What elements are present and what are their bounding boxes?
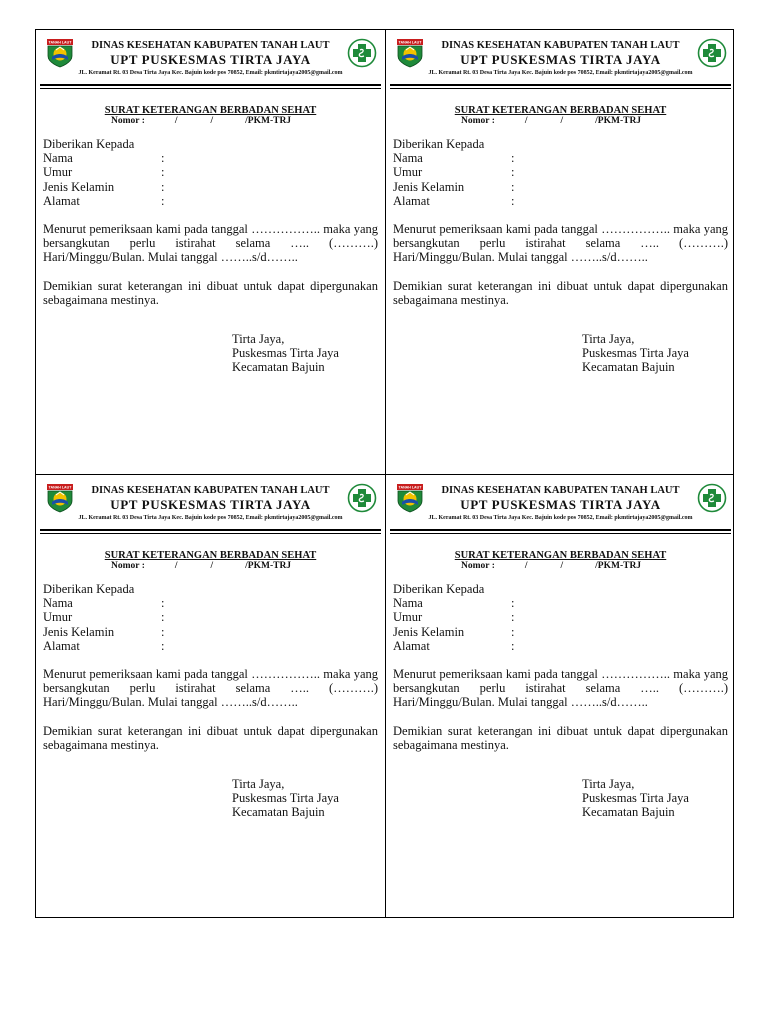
exam-paragraph: Menurut pemeriksaan kami pada tanggal …………….. maka yang bersangkutan perlu istirahat selama ….. (……….) Hari/Minggu/Bulan. Mulai tanggal ……..s/d……..	[393, 221, 728, 265]
letter-card	[386, 475, 735, 919]
field-colon: :	[161, 193, 165, 208]
letter-title: SURAT KETERANGAN BERBADAN SEHAT	[454, 105, 667, 116]
field-label: Nama	[393, 596, 423, 611]
clinic-address: JL. Keramat Rt. 03 Desa Tirta Jaya Kec. Bajuin kode pos 70852, Email: pkmtirtajaya2005@gmail.com	[428, 70, 693, 76]
nomor-suffix: /PKM-TRJ	[595, 116, 642, 126]
sign-org: Puskesmas Tirta Jaya	[582, 791, 689, 806]
letter-title: SURAT KETERANGAN BERBADAN SEHAT	[454, 550, 667, 561]
given-to-label: Diberikan Kepada	[43, 582, 135, 596]
health-cross-icon	[347, 38, 377, 68]
sign-org: Puskesmas Tirta Jaya	[582, 346, 689, 361]
field-colon: :	[161, 638, 165, 653]
regency-crest-icon	[394, 38, 426, 68]
closing-paragraph: Demikian surat keterangan ini dibuat untuk dapat dipergunakan sebagaimana mestinya.	[43, 723, 378, 752]
health-cross-icon	[697, 483, 727, 513]
field-row	[43, 610, 378, 624]
field-label: Umur	[43, 165, 73, 180]
letterhead-rule-thin	[390, 533, 731, 534]
agency-name: DINAS KESEHATAN KABUPATEN TANAH LAUT	[91, 40, 330, 51]
nomor-suffix: /PKM-TRJ	[595, 561, 642, 571]
clinic-address: JL. Keramat Rt. 03 Desa Tirta Jaya Kec. Bajuin kode pos 70852, Email: pkmtirtajaya2005@gmail.com	[78, 515, 343, 521]
letter-number	[461, 561, 641, 571]
clinic-name: UPT PUSKESMAS TIRTA JAYA	[110, 52, 311, 67]
crest-banner: TANAH LAUT	[398, 485, 422, 490]
field-label: Alamat	[393, 193, 430, 208]
nomor-suffix: /PKM-TRJ	[245, 561, 292, 571]
letter-card	[36, 30, 385, 474]
field-row	[393, 625, 728, 639]
health-cross-icon	[697, 38, 727, 68]
letter-body	[393, 582, 728, 752]
regency-crest-icon	[44, 483, 76, 513]
field-label: Jenis Kelamin	[393, 624, 465, 639]
letterhead	[386, 475, 735, 537]
nomor-label: Nomor :	[461, 116, 495, 126]
field-colon: :	[511, 165, 515, 180]
nomor-sep: /	[560, 561, 564, 571]
letterhead-rule-thick	[390, 84, 731, 86]
field-colon: :	[511, 638, 515, 653]
field-colon: :	[511, 610, 515, 625]
given-to-label: Diberikan Kepada	[393, 137, 485, 151]
letterhead-rule-thick	[390, 529, 731, 531]
field-colon: :	[511, 624, 515, 639]
signature-block	[582, 332, 689, 375]
field-label: Jenis Kelamin	[393, 179, 465, 194]
field-row	[43, 625, 378, 639]
signature-block	[232, 777, 339, 820]
field-label: Umur	[393, 165, 423, 180]
field-row	[393, 151, 728, 165]
nomor-label: Nomor :	[111, 116, 145, 126]
closing-paragraph: Demikian surat keterangan ini dibuat untuk dapat dipergunakan sebagaimana mestinya.	[43, 278, 378, 307]
regency-crest-icon	[44, 38, 76, 68]
letter-title: SURAT KETERANGAN BERBADAN SEHAT	[104, 105, 317, 116]
field-row	[393, 639, 728, 653]
field-colon: :	[161, 165, 165, 180]
letter-body	[43, 137, 378, 307]
nomor-sep: /	[524, 561, 528, 571]
field-colon: :	[511, 151, 515, 166]
field-label: Alamat	[43, 638, 80, 653]
field-colon: :	[511, 596, 515, 611]
field-label: Umur	[43, 610, 73, 625]
letter-number	[461, 116, 641, 126]
clinic-name: UPT PUSKESMAS TIRTA JAYA	[460, 497, 661, 512]
sign-place: Tirta Jaya,	[582, 332, 635, 346]
sign-org: Puskesmas Tirta Jaya	[232, 346, 339, 361]
field-colon: :	[161, 179, 165, 194]
exam-paragraph: Menurut pemeriksaan kami pada tanggal …………….. maka yang bersangkutan perlu istirahat selama ….. (……….) Hari/Minggu/Bulan. Mulai tanggal ……..s/d……..	[43, 666, 378, 710]
regency-crest-icon	[394, 483, 426, 513]
field-colon: :	[161, 151, 165, 166]
nomor-sep: /	[174, 561, 178, 571]
given-to-label: Diberikan Kepada	[393, 582, 485, 596]
sign-district: Kecamatan Bajuin	[582, 360, 675, 375]
field-label: Jenis Kelamin	[43, 624, 115, 639]
letterhead-rule-thick	[40, 84, 381, 86]
letter-card	[36, 475, 385, 919]
field-colon: :	[511, 179, 515, 194]
sign-place: Tirta Jaya,	[582, 777, 635, 791]
letter-body	[393, 137, 728, 307]
field-label: Alamat	[43, 193, 80, 208]
clinic-address: JL. Keramat Rt. 03 Desa Tirta Jaya Kec. Bajuin kode pos 70852, Email: pkmtirtajaya2005@gmail.com	[428, 515, 693, 521]
field-row	[43, 180, 378, 194]
agency-name: DINAS KESEHATAN KABUPATEN TANAH LAUT	[441, 40, 680, 51]
nomor-label: Nomor :	[461, 561, 495, 571]
exam-paragraph: Menurut pemeriksaan kami pada tanggal …………….. maka yang bersangkutan perlu istirahat selama ….. (……….) Hari/Minggu/Bulan. Mulai tanggal ……..s/d……..	[43, 221, 378, 265]
sign-district: Kecamatan Bajuin	[582, 805, 675, 820]
closing-paragraph: Demikian surat keterangan ini dibuat untuk dapat dipergunakan sebagaimana mestinya.	[393, 278, 728, 307]
letterhead-rule-thin	[390, 88, 731, 89]
letterhead-rule-thin	[40, 533, 381, 534]
field-row	[43, 165, 378, 179]
nomor-sep: /	[174, 116, 178, 126]
field-label: Umur	[393, 610, 423, 625]
letter-title: SURAT KETERANGAN BERBADAN SEHAT	[104, 550, 317, 561]
field-label: Alamat	[393, 638, 430, 653]
clinic-name: UPT PUSKESMAS TIRTA JAYA	[110, 497, 311, 512]
letterhead	[386, 30, 735, 92]
field-row	[393, 610, 728, 624]
field-row	[393, 194, 728, 208]
letterhead-rule-thin	[40, 88, 381, 89]
nomor-sep: /	[210, 116, 214, 126]
nomor-sep: /	[524, 116, 528, 126]
agency-name: DINAS KESEHATAN KABUPATEN TANAH LAUT	[91, 485, 330, 496]
closing-paragraph: Demikian surat keterangan ini dibuat untuk dapat dipergunakan sebagaimana mestinya.	[393, 723, 728, 752]
letterhead	[36, 475, 385, 537]
clinic-address: JL. Keramat Rt. 03 Desa Tirta Jaya Kec. Bajuin kode pos 70852, Email: pkmtirtajaya2005@gmail.com	[78, 70, 343, 76]
clinic-name: UPT PUSKESMAS TIRTA JAYA	[460, 52, 661, 67]
crest-banner: TANAH LAUT	[398, 40, 422, 45]
given-to-label: Diberikan Kepada	[43, 137, 135, 151]
field-row	[393, 180, 728, 194]
sign-place: Tirta Jaya,	[232, 332, 285, 346]
field-label: Nama	[43, 596, 73, 611]
agency-name: DINAS KESEHATAN KABUPATEN TANAH LAUT	[441, 485, 680, 496]
letter-sheet	[35, 29, 734, 918]
field-label: Nama	[393, 151, 423, 166]
field-row	[393, 596, 728, 610]
nomor-sep: /	[210, 561, 214, 571]
signature-block	[232, 332, 339, 375]
field-colon: :	[511, 193, 515, 208]
health-cross-icon	[347, 483, 377, 513]
letter-card	[386, 30, 735, 474]
field-row	[393, 165, 728, 179]
field-row	[43, 639, 378, 653]
sign-place: Tirta Jaya,	[232, 777, 285, 791]
sign-org: Puskesmas Tirta Jaya	[232, 791, 339, 806]
crest-banner: TANAH LAUT	[48, 40, 72, 45]
sign-district: Kecamatan Bajuin	[232, 360, 325, 375]
letter-body	[43, 582, 378, 752]
field-colon: :	[161, 624, 165, 639]
field-colon: :	[161, 596, 165, 611]
letterhead	[36, 30, 385, 92]
sign-district: Kecamatan Bajuin	[232, 805, 325, 820]
letter-number	[111, 561, 291, 571]
nomor-suffix: /PKM-TRJ	[245, 116, 292, 126]
field-row	[43, 151, 378, 165]
field-colon: :	[161, 610, 165, 625]
nomor-label: Nomor :	[111, 561, 145, 571]
field-label: Jenis Kelamin	[43, 179, 115, 194]
field-row	[43, 194, 378, 208]
letterhead-rule-thick	[40, 529, 381, 531]
nomor-sep: /	[560, 116, 564, 126]
crest-banner: TANAH LAUT	[48, 485, 72, 490]
signature-block	[582, 777, 689, 820]
exam-paragraph: Menurut pemeriksaan kami pada tanggal …………….. maka yang bersangkutan perlu istirahat selama ….. (……….) Hari/Minggu/Bulan. Mulai tanggal ……..s/d……..	[393, 666, 728, 710]
letter-number	[111, 116, 291, 126]
field-label: Nama	[43, 151, 73, 166]
field-row	[43, 596, 378, 610]
